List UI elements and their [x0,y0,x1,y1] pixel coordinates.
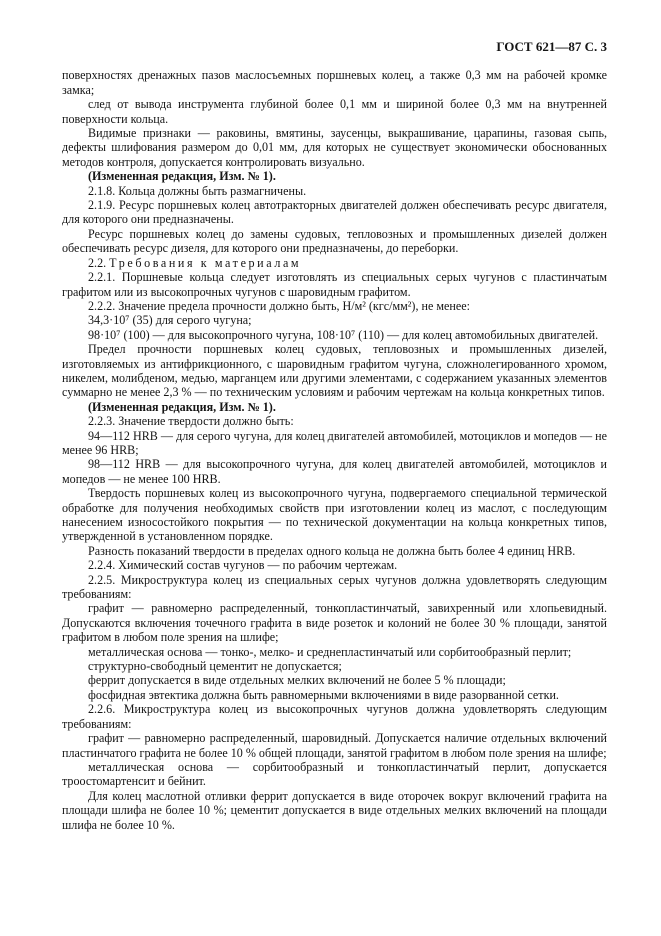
paragraph: 2.2.6. Микроструктура колец из высокопрочных чугунов должна удовлетворять следующим требованиям: [62,702,607,731]
paragraph: металлическая основа — тонко-, мелко- и среднепластинчатый или сорбитообразный перлит; [88,644,572,659]
paragraph: 2.2.1. Поршневые кольца следует изготовлять из специальных серых чугунов с пластинчатым графитом или из высокопрочных чугунов с шаровидным графитом. [62,270,607,299]
paragraph: 2.2.5. Микроструктура колец из специальных серых чугунов должна удовлетворять следующим требованиям: [62,572,607,602]
paragraph: 94—112 HRB — для серого чугуна, для колец двигателей автомобилей, мотоциклов и мопедов — не менее 96 HRB; [62,428,607,457]
paragraph: фосфидная эвтектика должна быть равномерными включениями в виде разорванной сетки. [88,687,559,702]
amendment-note: (Измененная редакция, Изм. № 1). [88,169,276,184]
paragraph: след от вывода инструмента глубиной более 0,1 мм и шириной более 0,3 мм на внутренней поверхности кольца. [62,97,607,126]
paragraph: 2.2.3. Значение твердости должно быть: [88,414,294,429]
paragraph: Разность показаний твердости в пределах одного кольца не должна быть более 4 единиц HRB. [88,543,576,558]
paragraph: 34,3·10⁷ (35) для серого чугуна; [88,313,252,328]
paragraph: 2.2.4. Химический состав чугунов — по рабочим чертежам. [88,558,398,573]
paragraph: Видимые признаки — раковины, вмятины, заусенцы, выкрашивание, царапины, газовая сыпь, дефекты шлифования размером до 0,01 мм, для которых не существует экономически обоснованных методов контроля, допускается контролировать визуально. [62,126,607,169]
paragraph: 2.1.8. Кольца должны быть размагничены. [88,183,307,198]
amendment-note: (Измененная редакция, Изм. № 1). [88,399,276,414]
section-heading: 2.2. Требования к материалам [88,255,302,270]
paragraph: структурно-свободный цементит не допускается; [88,659,342,674]
paragraph: Для колец маслотной отливки феррит допускается в виде оторочек вокруг включений графита на площади шлифа не более 10 %; цементит допускается в виде отдельных мелких включений на площади шлифа не более 10 %. [62,788,607,832]
paragraph: поверхностях дренажных пазов маслосъемных поршневых колец, а также 0,3 мм на рабочей кромке замка; [62,68,607,97]
paragraph: Ресурс поршневых колец до замены судовых, тепловозных и промышленных дизелей должен обеспечивать ресурс дизеля, для которого они предназначены, до переборки. [62,226,607,256]
paragraph: Твердость поршневых колец из высокопрочного чугуна, подвергаемого специальной термической обработке для получения необходимых свойств при изготовлении колец из маслот, с последующим нанесением износостойкого покрытия — по технической документации на кольца конкретных типов, утвержденной в установленном порядке. [62,486,607,544]
paragraph: 2.2.2. Значение предела прочности должно быть, Н/м² (кгс/мм²), не менее: [88,298,470,313]
paragraph: 98—112 HRB — для высокопрочного чугуна, для колец двигателей автомобилей, мотоциклов и мопедов — не менее 100 HRB. [62,457,607,486]
paragraph: графит — равномерно распределенный, шаровидный. Допускается наличие отдельных включений пластинчатого графита не более 10 % общей площади, занятой графитом в любом поле зрения на шлифе; [62,731,607,760]
paragraph: металлическая основа — сорбитообразный и тонкопластинчатый перлит, допускается троостомартенсит и бейнит. [62,759,607,789]
paragraph: 98·10⁷ (100) — для высокопрочного чугуна, 108·10⁷ (110) — для колец автомобильных двигателей. [88,327,599,342]
paragraph: 2.1.9. Ресурс поршневых колец автотракторных двигателей должен обеспечивать ресурс двигателя, для которого они предназначены. [62,198,607,227]
paragraph: графит — равномерно распределенный, тонкопластинчатый, завихренный или хлопьевидный. Допускаются включения точечного графита в виде розеток и колоний не более 30 % площади, занятой графитом в любом поле зрения на шлифе; [62,601,607,645]
page-header: ГОСТ 621—87 С. 3 [496,39,607,54]
paragraph: феррит допускается в виде отдельных мелких включений не более 5 % площади; [88,673,506,688]
document-body [62,68,607,832]
paragraph: Предел прочности поршневых колец судовых, тепловозных и промышленных дизелей, изготовляемых из антифрикционного, с шаровидным графитом чугуна, сложнолегированного хромом, никелем, молибденом, медью, марганцем или другими элементами, с содержанием указанных элементов суммарно не менее 2,3 % — по техническим условиям и рабочим чертежам на кольца конкретных типов. [62,342,607,400]
